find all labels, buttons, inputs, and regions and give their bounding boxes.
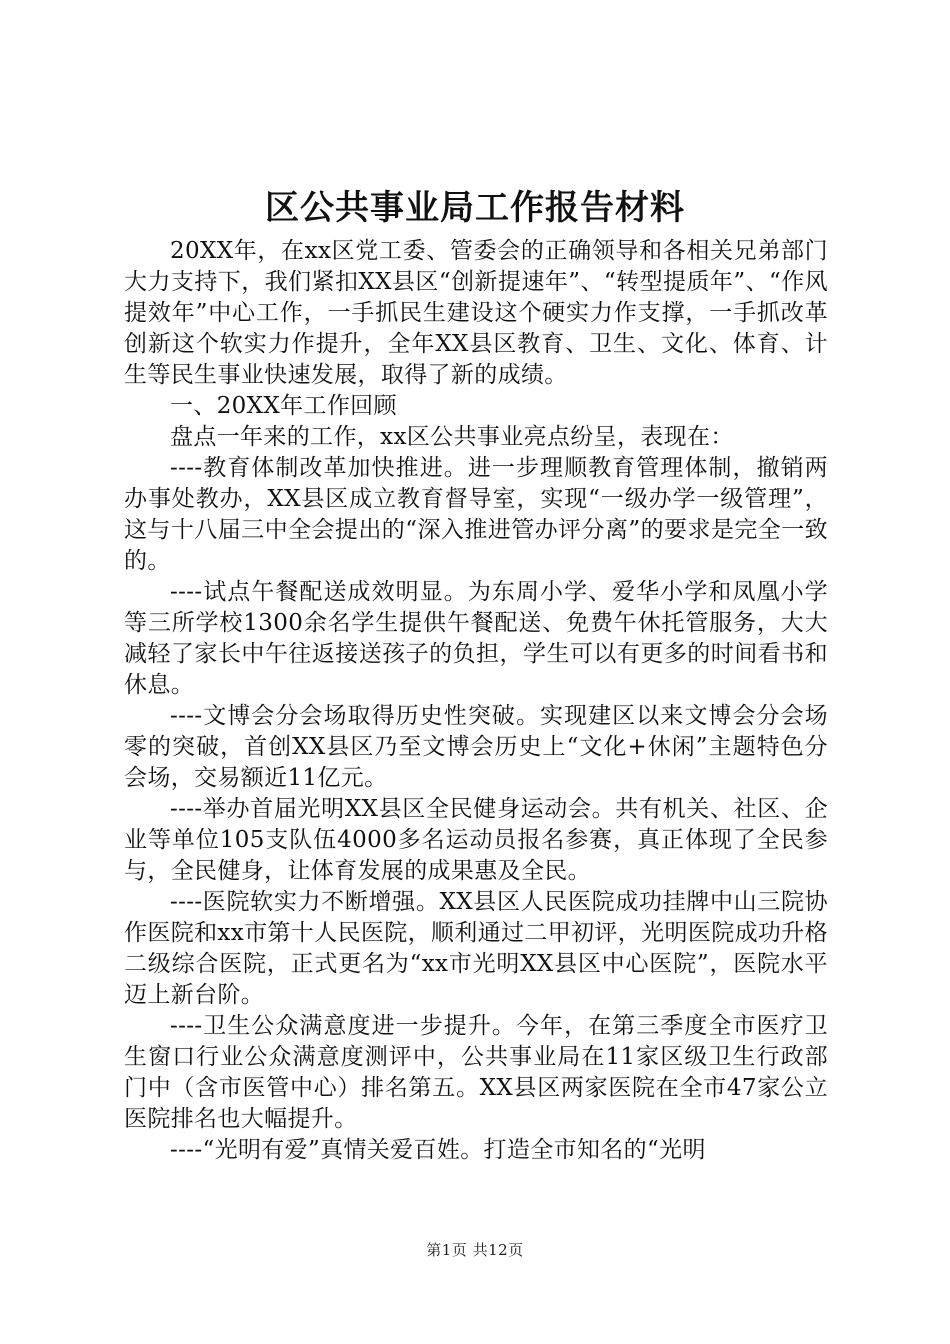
document-body xyxy=(124,236,828,1166)
document-title: 区公共事业局工作报告材料 xyxy=(265,188,685,228)
paragraph-sports: ----举办首届光明XX县区全民健身运动会。共有机关、社区、企业等单位105支队伍4000多名运动员报名参赛，真正体现了全民参与，全民健身，让体育发展的成果惠及全民。 xyxy=(124,796,828,884)
paragraph-satisfaction: ----卫生公众满意度进一步提升。今年，在第三季度全市医疗卫生窗口行业公众满意度测评中，公共事业局在11家区级卫生行政部门中（含市医管中心）排名第五。XX县区两家医院在全市47家公立医院排名也大幅提升。 xyxy=(124,1013,828,1132)
page-footer: 第1页 共12页 xyxy=(426,1241,524,1259)
paragraph-lunch: ----试点午餐配送成效明显。为东周小学、爱华小学和凤凰小学等三所学校1300余名学生提供午餐配送、免费午休托管服务，大大减轻了家长中午往返接送孩子的负担，学生可以有更多的时间看书和休息。 xyxy=(124,579,828,698)
paragraph-hospital: ----医院软实力不断增强。XX县区人民医院成功挂牌中山三院协作医院和xx市第十人民医院，顺利通过二甲初评，光明医院成功升格二级综合医院，正式更名为“xx市光明XX县区中心医院”，医院水平迈上新台阶。 xyxy=(124,889,828,1008)
paragraph-care: ----“光明有爱”真情关爱百姓。打造全市知名的“光明 xyxy=(170,1137,706,1163)
paragraph-intro: 20XX年，在xx区党工委、管委会的正确领导和各相关兄弟部门大力支持下，我们紧扣XX县区“创新提速年”、“转型提质年”、“作风提效年”中心工作，一手抓民生建设这个硬实力作支撑，一手抓改革创新这个软实力作提升，全年XX县区教育、卫生、文化、体育、计生等民生事业快速发展，取得了新的成绩。 xyxy=(124,238,828,388)
section-heading: 一、20XX年工作回顾 xyxy=(170,393,397,419)
paragraph-summary: 盘点一年来的工作，xx区公共事业亮点纷呈，表现在： xyxy=(170,424,734,450)
paragraph-expo: ----文博会分会场取得历史性突破。实现建区以来文博会分会场零的突破，首创XX县区乃至文博会历史上“文化+休闲”主题特色分会场，交易额近11亿元。 xyxy=(124,703,828,791)
paragraph-education: ----教育体制改革加快推进。进一步理顺教育管理体制，撤销两办事处教办，XX县区成立教育督导室，实现“一级办学一级管理”，这与十八届三中全会提出的“深入推进管办评分离”的要求是完全一致的。 xyxy=(124,455,828,574)
